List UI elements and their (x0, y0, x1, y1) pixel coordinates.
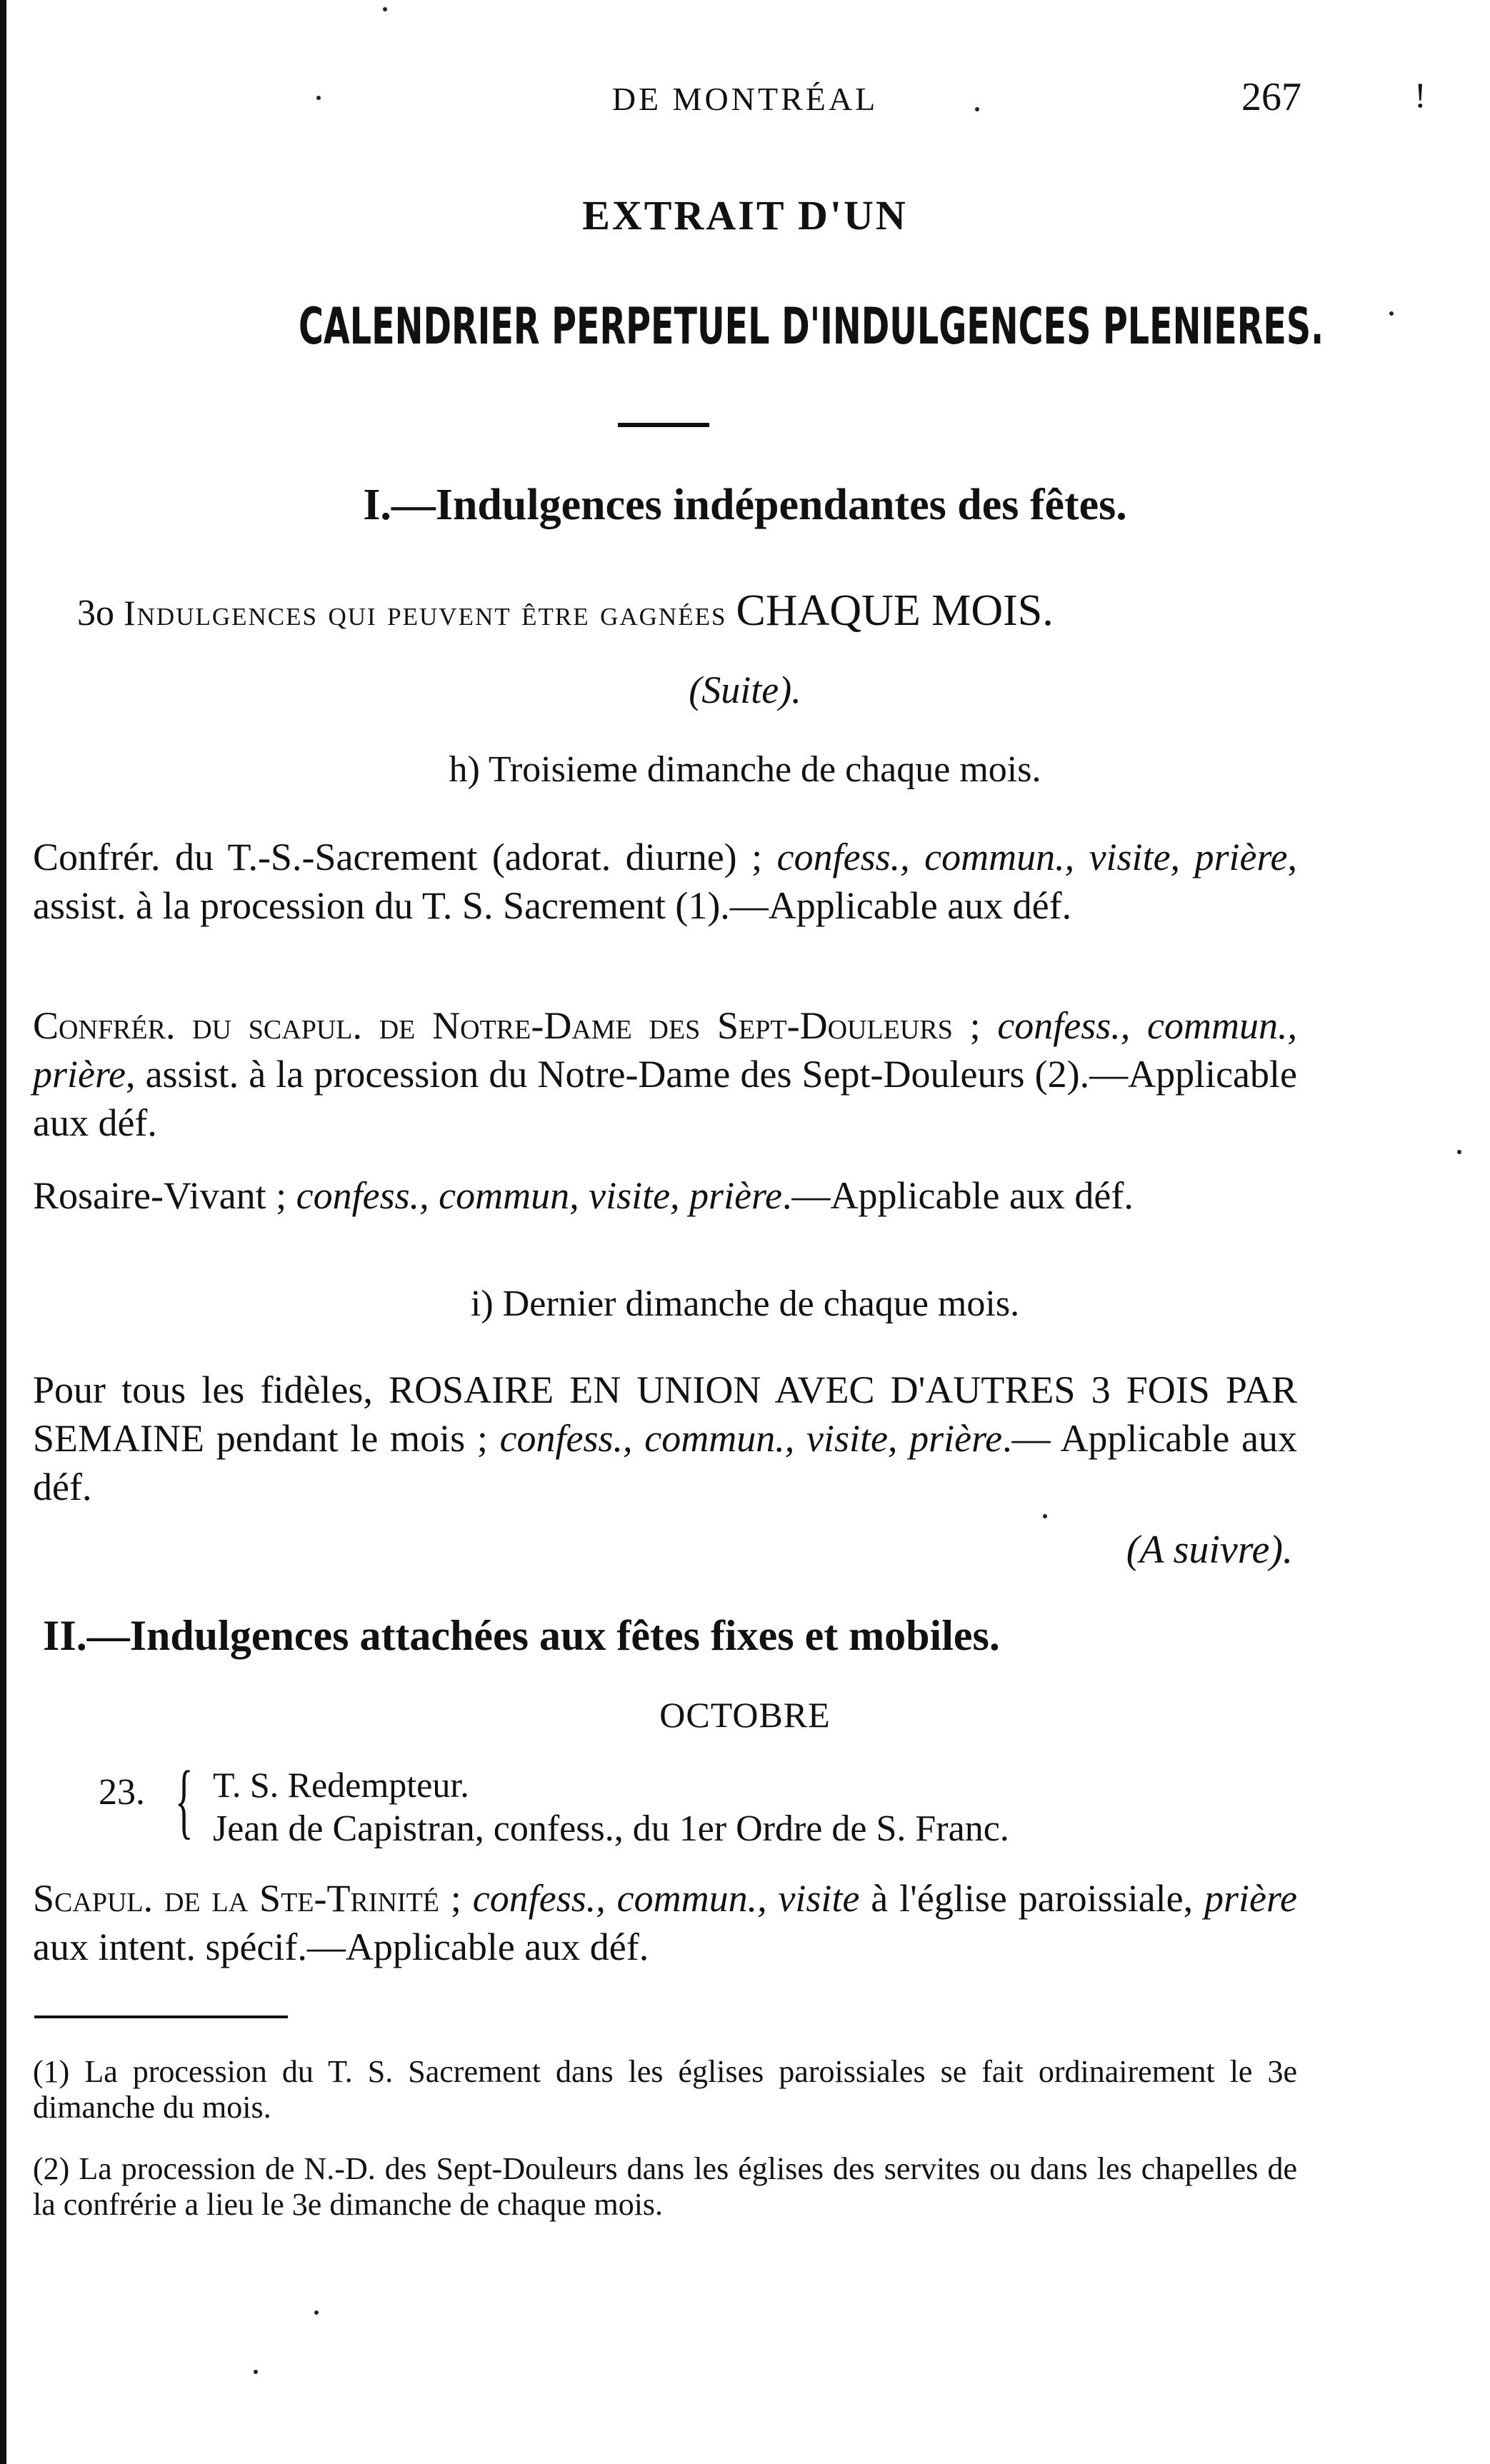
p3-text-c: .—Applicable aux déf. (782, 1174, 1134, 1217)
section1-subheading (77, 586, 1054, 636)
p5-text-c: confess., commun., visite (472, 1877, 860, 1920)
feast-brace: { (175, 1753, 194, 1847)
p1-text-c: , assist. à la procession du T. S. Sacrement (1).—Applicable aux déf. (33, 836, 1297, 927)
p2-text-d: , assist. à la procession du Notre-Dame des Sept-Douleurs (2).—Applicable aux déf. (33, 1053, 1297, 1144)
scan-speck (1457, 1150, 1461, 1154)
p1-text-b: confess., commun., visite, prière (776, 836, 1288, 878)
feast-1: T. S. Redempteur. (213, 1765, 469, 1805)
heading-line2: CALENDRIER PERPETUEL D'INDULGENCES PLENIERES. (299, 297, 1324, 356)
p3-text-b: confess., commun, visite, prière (296, 1174, 783, 1217)
p2-text-a: Confrér. du scapul. de Notre-Dame des Sept-Douleurs (33, 1004, 953, 1047)
p5-text-b: ; (439, 1877, 473, 1920)
p4-text-c: .— Applicable aux déf. (33, 1417, 1297, 1508)
heading-line1: EXTRAIT D'UN (582, 192, 908, 239)
p2-text-c: confess., commun., prière (33, 1004, 1297, 1096)
a-suivre: (A suivre). (1126, 1528, 1293, 1572)
p5-text-a: Scapul. de la Ste-Trinité (33, 1877, 439, 1920)
scan-speck (316, 96, 321, 100)
month-heading: OCTOBRE (659, 1695, 831, 1735)
suite-label: (Suite). (689, 668, 801, 711)
footnote-2: (2) La procession de N.-D. des Sept-Douleurs dans les églises des servites ou dans les chapelles de la confrérie a lieu le 3e dimanche de chaque mois. (33, 2151, 1297, 2222)
scan-speck (1389, 311, 1394, 316)
edge-mark: ! (1414, 75, 1426, 115)
i-heading: i) Dernier dimanche de chaque mois. (470, 1283, 1020, 1324)
section2-title: II.—Indulgences attachées aux fêtes fixes et mobiles. (43, 1612, 1000, 1659)
scan-left-edge (0, 0, 6, 2464)
scan-speck (1043, 1514, 1047, 1518)
title-rule (618, 423, 709, 427)
p5-text-f: aux intent. spécif.—Applicable aux déf. (33, 1925, 649, 1968)
feast-2: Jean de Capistran, confess., du 1er Ordre de S. Franc. (213, 1808, 1009, 1849)
page-number: 267 (1241, 75, 1301, 119)
h-heading: h) Troisieme dimanche de chaque mois. (449, 749, 1041, 790)
paragraph-4 (33, 1366, 1297, 1511)
p3-text-a: Rosaire-Vivant ; (33, 1174, 296, 1217)
p5-text-d: à l'église paroissiale, (859, 1877, 1205, 1920)
feast-day-number: 23. (99, 1772, 145, 1813)
subheading-smallcaps: Indulgences qui peuvent être gagnées (124, 593, 727, 633)
paragraph-1 (33, 833, 1297, 930)
scan-speck (314, 2310, 319, 2315)
paragraph-5 (33, 1874, 1297, 1971)
scan-speck (383, 7, 387, 11)
footnote-rule (34, 2015, 288, 2018)
subheading-number: 3o (77, 593, 114, 633)
paragraph-2 (33, 1001, 1297, 1147)
footnote-1: (1) La procession du T. S. Sacrement dans les églises paroissiales se fait ordinairement le 3e dimanche du mois. (33, 2054, 1297, 2125)
section1-title: I.—Indulgences indépendantes des fêtes. (363, 481, 1127, 529)
running-head: DE MONTRÉAL (611, 81, 879, 117)
p4-text-b: confess., commun., visite, prière (499, 1417, 1003, 1460)
paragraph-3 (33, 1171, 1297, 1220)
scan-speck (975, 107, 979, 111)
p4-text-a: Pour tous les fidèles, ROSAIRE EN UNION AVEC D'AUTRES 3 FOIS PAR SEMAINE pendant le mois ; (33, 1368, 1297, 1460)
subheading-big: CHAQUE MOIS. (736, 586, 1054, 635)
p5-text-e: prière (1204, 1877, 1297, 1920)
p1-text-a: Confrér. du T.-S.-Sacrement (adorat. diurne) ; (33, 836, 777, 878)
scan-speck (254, 2370, 258, 2374)
p2-text-b: ; (952, 1004, 998, 1047)
